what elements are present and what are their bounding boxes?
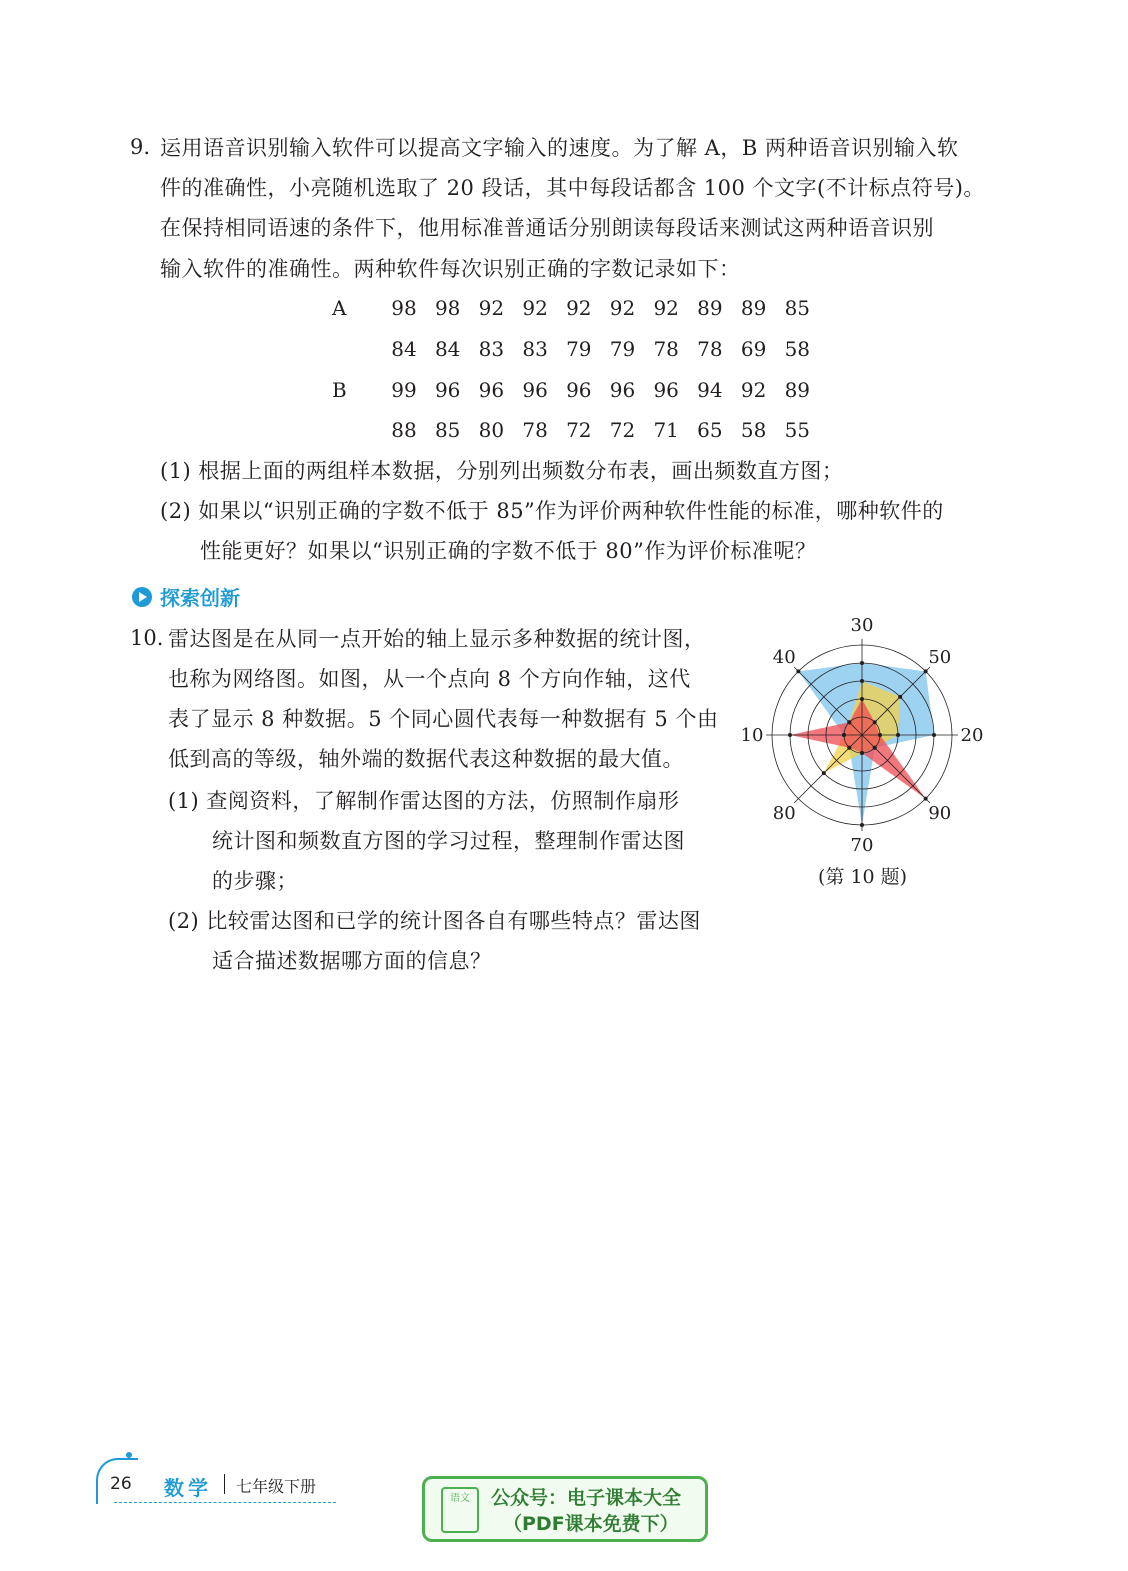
data-value: 78 bbox=[522, 418, 548, 442]
data-value: 92 bbox=[653, 296, 679, 320]
q10-sub-1-line-2: 统计图和频数直方图的学习过程，整理制作雷达图 bbox=[212, 829, 685, 853]
radar-axis-label: 80 bbox=[772, 802, 796, 824]
radar-point bbox=[898, 695, 902, 699]
data-value: 99 bbox=[391, 378, 417, 402]
badge-line-1: 公众号：电子课本大全 bbox=[491, 1487, 682, 1509]
question-10-number: 10. bbox=[130, 626, 164, 650]
radar-point bbox=[860, 751, 864, 755]
data-value: 72 bbox=[609, 418, 636, 442]
q9-sub-2-line-1: (2) 如果以“识别正确的字数不低于 85”作为评价两种软件性能的标准，哪种软件的 bbox=[160, 499, 944, 523]
data-value: 96 bbox=[522, 378, 548, 402]
radar-axis-label: 70 bbox=[850, 835, 874, 855]
book-icon: 语文 bbox=[441, 1487, 479, 1533]
data-value: 96 bbox=[566, 378, 592, 402]
data-value: 78 bbox=[697, 337, 723, 361]
radar-point bbox=[822, 771, 826, 775]
data-value: 55 bbox=[784, 418, 811, 442]
data-value: 71 bbox=[653, 418, 679, 442]
data-value: 92 bbox=[522, 296, 548, 320]
data-value: 92 bbox=[566, 296, 592, 320]
radar-point bbox=[932, 733, 936, 737]
q10-line-4: 低到高的等级，轴外端的数据代表这种数据的最大值。 bbox=[168, 747, 684, 771]
radar-axis-label: 40 bbox=[772, 647, 796, 669]
radar-point bbox=[924, 797, 928, 801]
radar-point bbox=[788, 733, 792, 737]
data-value: 96 bbox=[653, 378, 679, 402]
q10-sub-2-line-1: (2) 比较雷达图和已学的统计图各自有哪些特点？雷达图 bbox=[168, 909, 701, 933]
footer-dot bbox=[126, 1452, 132, 1458]
radar-point bbox=[873, 746, 877, 750]
data-value: 98 bbox=[434, 296, 461, 320]
radar-point bbox=[847, 720, 851, 724]
radar-axis-label: 20 bbox=[960, 725, 984, 746]
page-number: 26 bbox=[110, 1474, 132, 1494]
data-value: 58 bbox=[740, 418, 767, 442]
data-value: 84 bbox=[434, 337, 461, 361]
data-value: 88 bbox=[391, 418, 417, 442]
row-label: A bbox=[332, 296, 347, 320]
radar-point bbox=[896, 733, 900, 737]
q10-sub-1-line-1: (1) 查阅资料，了解制作雷达图的方法，仿照制作扇形 bbox=[168, 789, 680, 813]
radar-point bbox=[860, 679, 864, 683]
data-value: 69 bbox=[740, 337, 767, 361]
data-value: 89 bbox=[784, 378, 811, 402]
row-label: B bbox=[332, 378, 347, 402]
data-value: 80 bbox=[478, 418, 505, 442]
radar-point bbox=[924, 669, 928, 673]
q10-line-3: 表了显示 8 种数据。5 个同心圆代表每一种数据有 5 个由 bbox=[168, 707, 719, 731]
data-value: 83 bbox=[522, 337, 548, 361]
watermark-badge bbox=[422, 1476, 708, 1542]
question-9-number: 9. bbox=[130, 135, 151, 159]
q10-sub-2-line-2: 适合描述数据哪方面的信息？ bbox=[212, 949, 492, 973]
play-icon bbox=[132, 587, 152, 607]
radar-point bbox=[847, 746, 851, 750]
footer-divider bbox=[224, 1474, 225, 1494]
data-value: 89 bbox=[697, 296, 723, 320]
radar-point bbox=[842, 733, 846, 737]
page-footer bbox=[96, 1458, 336, 1502]
book-title: 七年级下册 bbox=[236, 1477, 317, 1496]
q9-sub-1: (1) 根据上面的两组样本数据，分别列出频数分布表，画出频数直方图； bbox=[160, 459, 844, 483]
q9-line-4: 输入软件的准确性。两种软件每次识别正确的字数记录如下： bbox=[160, 257, 741, 281]
figure-caption: (第 10 题) bbox=[818, 866, 908, 888]
q9-line-1: 运用语音识别输入软件可以提高文字输入的速度。为了解 A，B 两种语音识别输入软 bbox=[160, 136, 959, 160]
data-value: 84 bbox=[391, 337, 417, 361]
q10-sub-1-line-3: 的步骤； bbox=[212, 869, 298, 893]
radar-point bbox=[873, 720, 877, 724]
data-value: 78 bbox=[653, 337, 679, 361]
data-value: 92 bbox=[478, 296, 505, 320]
badge-line-2: （PDF课本免费下） bbox=[503, 1513, 679, 1535]
data-value: 65 bbox=[697, 418, 723, 442]
radar-axis-label: 50 bbox=[928, 647, 952, 669]
radar-axis-label: 30 bbox=[850, 615, 874, 636]
section-heading bbox=[132, 582, 240, 611]
data-value: 83 bbox=[478, 337, 505, 361]
data-value: 98 bbox=[391, 296, 417, 320]
radar-point bbox=[796, 669, 800, 673]
radar-point bbox=[860, 661, 864, 665]
data-value: 79 bbox=[566, 337, 592, 361]
data-value: 72 bbox=[566, 418, 592, 442]
subject-title: 数学 bbox=[164, 1476, 212, 1500]
radar-axis bbox=[862, 735, 930, 803]
data-value: 85 bbox=[784, 296, 811, 320]
footer-dashed-rule bbox=[114, 1502, 336, 1503]
q9-sub-2-line-2: 性能更好？如果以“识别正确的字数不低于 80”作为评价标准呢？ bbox=[200, 539, 817, 563]
q10-line-2: 也称为网络图。如图，从一个点向 8 个方向作轴，这代 bbox=[168, 667, 691, 691]
data-value: 96 bbox=[609, 378, 636, 402]
data-value: 96 bbox=[478, 378, 505, 402]
radar-axis-label: 10 bbox=[740, 725, 764, 746]
q9-line-3: 在保持相同语速的条件下，他用标准普通话分别朗读每段话来测试这两种语音识别 bbox=[160, 216, 934, 240]
radar-axis-label: 90 bbox=[928, 802, 952, 824]
data-value: 89 bbox=[740, 296, 767, 320]
data-value: 79 bbox=[609, 337, 636, 361]
radar-point bbox=[860, 823, 864, 827]
data-value: 94 bbox=[697, 378, 723, 402]
data-value: 85 bbox=[434, 418, 461, 442]
section-title: 探索创新 bbox=[160, 586, 240, 610]
data-value: 92 bbox=[609, 296, 636, 320]
data-value: 58 bbox=[784, 337, 811, 361]
q10-line-1: 雷达图是在从同一点开始的轴上显示多种数据的统计图， bbox=[168, 627, 706, 651]
radar-point bbox=[878, 733, 882, 737]
radar-axis bbox=[794, 735, 862, 803]
data-value: 96 bbox=[434, 378, 461, 402]
data-value: 92 bbox=[740, 378, 767, 402]
q9-line-2: 件的准确性，小亮随机选取了 20 段话，其中每段话都含 100 个文字(不计标点符号)。 bbox=[160, 176, 985, 200]
radar-point bbox=[860, 697, 864, 701]
radar-chart bbox=[740, 615, 990, 855]
